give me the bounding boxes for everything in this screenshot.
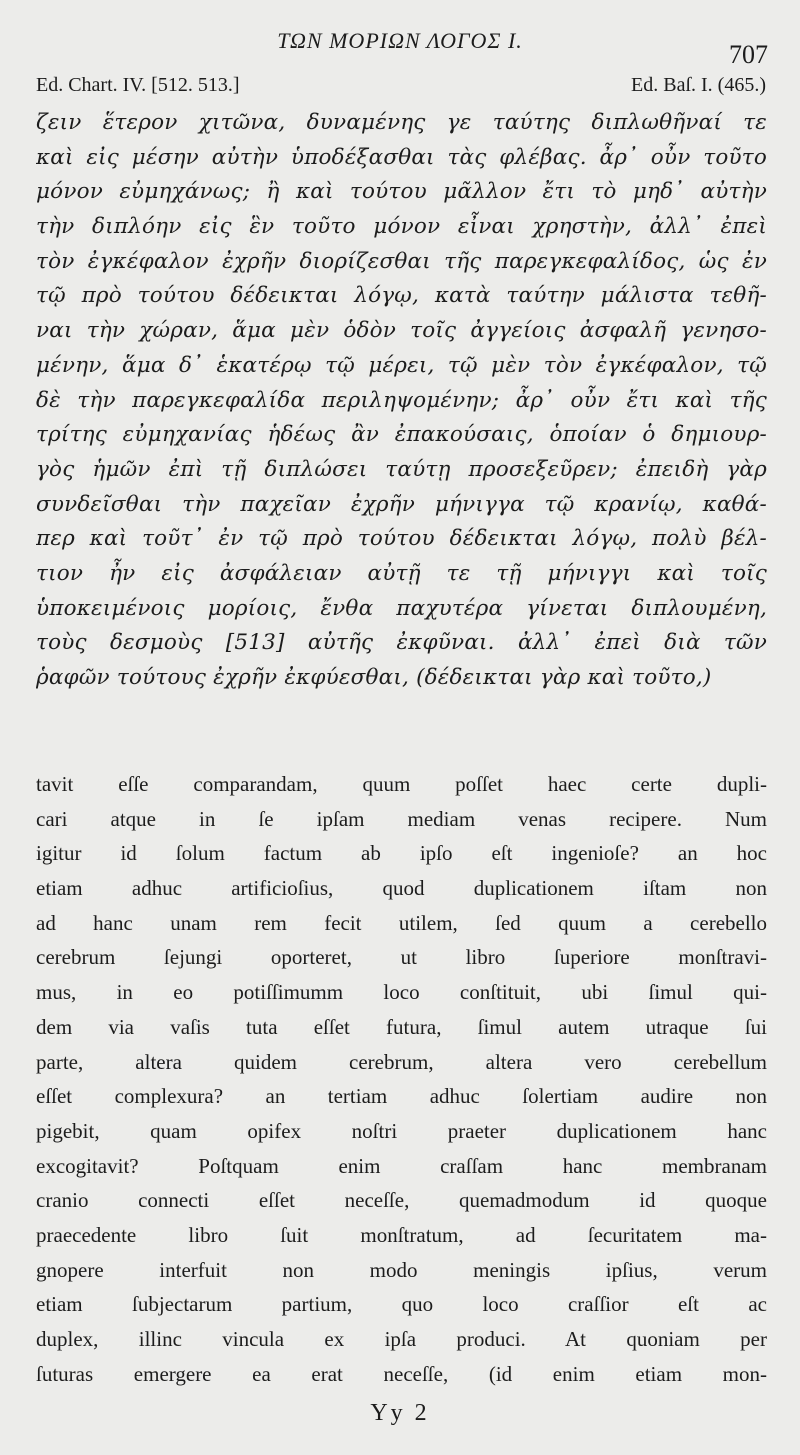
latin-line: duplex, illinc vincula ex ipſa produci. At quoniam per [36, 1327, 767, 1351]
greek-line: τὴν διπλόην εἰς ἓν τοῦτο μόνον εἶναι χρηστὴν, ἀλλ᾽ ἐπεὶ [36, 214, 767, 240]
page-number: 707 [729, 40, 768, 69]
greek-line: τὸν ἐγκέφαλον ἐχρῆν διορίζεσθαι τῆς παρεγκεφαλίδος, ὡς ἐν [36, 248, 767, 274]
latin-line: ad hanc unam rem fecit utilem, ſed quum a cerebello [36, 910, 767, 935]
latin-line: excogitavit? Poſtquam enim craſſam hanc membranam [36, 1153, 767, 1178]
greek-line: καὶ εἰς μέσην αὐτὴν ὑποδέξασθαι τὰς φλέβας. ἆρ᾽ οὖν τοῦτο [36, 144, 767, 170]
latin-line: eſſet complexura? an tertiam adhuc ſolertiam audire non [36, 1084, 767, 1109]
latin-line: pigebit, quam opifex noſtri praeter duplicationem hanc [36, 1118, 767, 1143]
signature-mark: Yy 2 [370, 1400, 430, 1426]
greek-line: τιον ἦν εἰς ἀσφάλειαν αὐτῇ τε τῇ μήνιγγι καὶ τοῖς [36, 560, 767, 586]
greek-line: μόνον εὐμηχάνως; ἢ καὶ τούτου μᾶλλον ἔτι τὸ μηδ᾽ αὐτὴν [36, 179, 767, 205]
latin-line: ſuturas emergere ea erat neceſſe, (id enim etiam mon- [36, 1361, 767, 1386]
greek-line: τοὺς δεσμοὺς [513] αὐτῆς ἐκφῦναι. ἀλλ᾽ ἐπεὶ διὰ τῶν [36, 630, 767, 656]
latin-line: cerebrum ſejungi oporteret, ut libro ſuperiore monſtravi- [36, 945, 767, 970]
greek-line: δὲ τὴν παρεγκεφαλίδα περιληψομένην; ἆρ᾽ οὖν ἔτι καὶ τῆς [36, 387, 767, 413]
greek-line: γὸς ἡμῶν ἐπὶ τῇ διπλώσει ταύτῃ προσεξεῦρεν; ἐπειδὴ γὰρ [36, 456, 767, 482]
greek-line: τῷ πρὸ τούτου δέδεικται λόγῳ, κατὰ ταύτην μάλιστα τεθῆ- [36, 283, 767, 309]
greek-line: περ καὶ τοῦτ᾽ ἐν τῷ πρὸ τούτου δέδεικται λόγῳ, πολὺ βέλ- [36, 526, 767, 552]
greek-line: ναι τὴν χώραν, ἅμα μὲν ὁδὸν τοῖς ἀγγείοις ἀσφαλῆ γενησο- [36, 318, 767, 344]
latin-text-block [36, 767, 767, 1391]
greek-line: ῥαφῶν τούτους ἐχρῆν ἐκφύεσθαι, (δέδεικται γὰρ καὶ τοῦτο,) [36, 665, 712, 690]
latin-line: gnopere interfuit non modo meningis ipſius, verum [36, 1257, 767, 1282]
greek-line: ζειν ἕτερον χιτῶνα, δυναμένης γε ταύτης διπλωθῆναί τε [36, 110, 767, 135]
latin-line: cari atque in ſe ipſam mediam venas recipere. Num [36, 806, 767, 831]
greek-line: μένην, ἅμα δ᾽ ἑκατέρῳ τῷ μέρει, τῷ μὲν τὸν ἐγκέφαλον, τῷ [36, 352, 767, 378]
latin-line: dem via vaſis tuta eſſet futura, ſimul autem utraque ſui [36, 1014, 767, 1039]
greek-line: τρίτης εὐμηχανίας ἡδέως ἂν ἐπακούσαις, ὁποίαν ὁ δημιουρ- [36, 422, 767, 448]
edition-reference-right: Ed. Baſ. I. (465.) [631, 74, 766, 96]
latin-line: parte, altera quidem cerebrum, altera vero cerebellum [36, 1049, 767, 1074]
greek-line: ὑποκειμένοις μορίοις, ἔνθα παχυτέρα γίνεται διπλουμένη, [36, 595, 767, 621]
greek-text-block [36, 106, 767, 696]
greek-line: συνδεῖσθαι τὴν παχεῖαν ἐχρῆν μήνιγγα τῷ κρανίῳ, καθά- [36, 491, 767, 517]
running-head: ΤΩΝ ΜΟΡΙΩΝ ΛΟΓΟΣ Ι. [277, 28, 523, 53]
latin-line: tavit eſſe comparandam, quum poſſet haec certe dupli- [36, 772, 767, 796]
latin-line: igitur id ſolum factum ab ipſo eſt ingenioſe? an hoc [36, 841, 767, 866]
latin-line: etiam ſubjectarum partium, quo loco craſſior eſt ac [36, 1292, 767, 1317]
latin-line: praecedente libro ſuit monſtratum, ad ſecuritatem ma- [36, 1222, 767, 1247]
edition-reference-left: Ed. Chart. IV. [512. 513.] [36, 74, 240, 96]
latin-line: cranio connecti eſſet neceſſe, quemadmodum id quoque [36, 1188, 767, 1213]
edition-line [36, 74, 766, 97]
latin-line: etiam adhuc artificioſius, quod duplicationem iſtam non [36, 876, 767, 901]
latin-line: mus, in eo potiſſimumm loco conſtituit, ubi ſimul qui- [36, 980, 767, 1005]
